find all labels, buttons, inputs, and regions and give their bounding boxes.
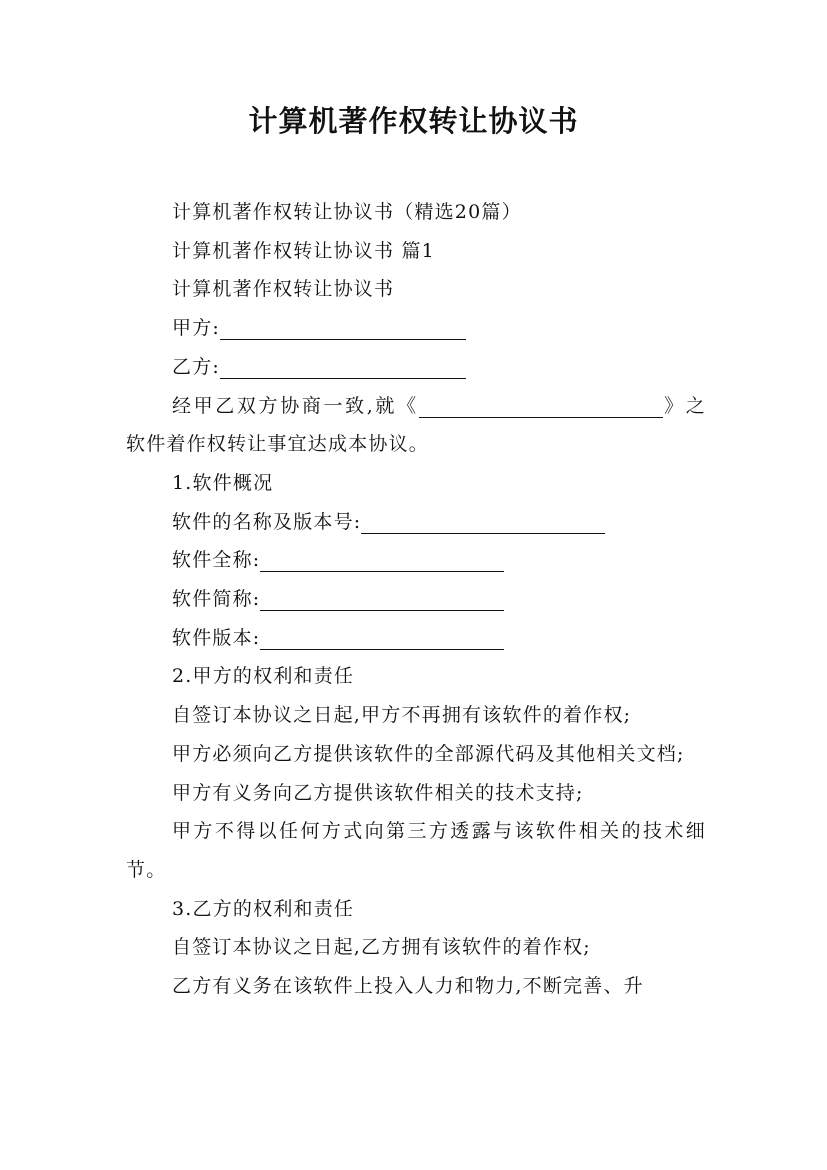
party-a-blank <box>220 317 466 340</box>
party-b-line <box>126 348 706 387</box>
section2-heading: 2.甲方的权利和责任 <box>172 665 355 688</box>
section1-heading: 1.软件概况 <box>172 471 274 494</box>
party-a-line <box>126 309 706 348</box>
party-a-label: 甲方: <box>172 317 221 340</box>
party-a-item-2: 甲方必须向乙方提供该软件的全部源代码及其他相关文档; <box>172 742 685 765</box>
document-title: 计算机著作权转让协议书 <box>248 104 579 138</box>
software-short-name-line <box>126 580 706 619</box>
software-version-label: 软件版本: <box>172 626 261 649</box>
software-full-name-blank <box>260 549 504 572</box>
software-version-blank <box>260 627 504 650</box>
software-name-version-line <box>126 503 706 542</box>
party-a-item-4: 甲方不得以任何方式向第三方透露与该软件相关的技术细节。 <box>126 820 706 881</box>
software-short-name-label: 软件简称: <box>172 588 261 611</box>
heading-line: 计算机著作权转让协议书 <box>172 278 395 301</box>
party-b-item-1: 自签订本协议之日起,乙方拥有该软件的着作权; <box>172 936 591 959</box>
party-a-item-3: 甲方有义务向乙方提供该软件相关的技术支持; <box>172 781 584 804</box>
chapter-line: 计算机著作权转让协议书 篇1 <box>172 239 435 262</box>
party-b-blank <box>220 356 466 379</box>
software-version-line <box>126 619 706 658</box>
party-b-item-2: 乙方有义务在该软件上投入人力和物力,不断完善、升 <box>172 975 644 998</box>
intro-before: 经甲乙双方协商一致,就《 <box>172 394 419 417</box>
software-short-name-blank <box>260 588 504 611</box>
party-b-label: 乙方: <box>172 355 221 378</box>
software-title-blank <box>419 395 663 418</box>
intro-after: 》之软件着作权转让事宜达成本协议。 <box>126 394 706 456</box>
intro-paragraph <box>126 387 706 464</box>
software-full-name-line <box>126 541 706 580</box>
party-a-item-1: 自签订本协议之日起,甲方不再拥有该软件的着作权; <box>172 704 632 727</box>
software-name-version-blank <box>361 511 605 534</box>
document-body <box>126 193 706 1006</box>
software-full-name-label: 软件全称: <box>172 549 261 572</box>
section3-heading: 3.乙方的权利和责任 <box>172 897 355 920</box>
software-name-version-label: 软件的名称及版本号: <box>172 510 362 533</box>
subtitle-line: 计算机著作权转让协议书（精选20篇） <box>172 201 522 223</box>
